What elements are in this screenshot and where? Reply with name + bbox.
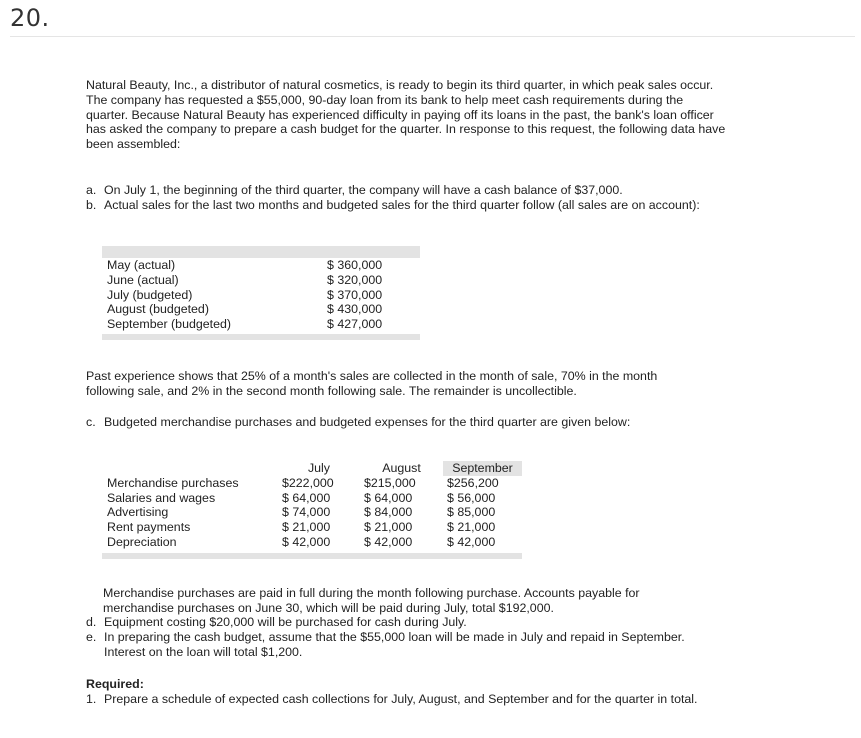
required-item-1 <box>86 692 726 707</box>
item-a-label: a. <box>86 183 97 197</box>
items-a-b <box>86 183 706 213</box>
august-value: $ 42,000 <box>364 534 413 549</box>
sales-amount: $ 320,000 <box>327 272 383 287</box>
required-item-1-text: Prepare a schedule of expected cash collections for July, August, and September and for the quarter in total. <box>104 692 698 706</box>
item-c-label: c. <box>86 415 96 429</box>
sales-month: September (budgeted) <box>107 317 231 332</box>
table-row <box>102 317 420 334</box>
table-row <box>102 302 420 317</box>
september-value: $ 56,000 <box>447 490 496 505</box>
july-value: $ 64,000 <box>282 490 331 505</box>
required-items <box>86 692 726 707</box>
september-value: $ 85,000 <box>447 505 496 520</box>
item-b-label: b. <box>86 197 97 212</box>
september-value: $256,200 <box>447 475 499 490</box>
table-row <box>102 288 420 303</box>
table-row <box>102 520 522 535</box>
sales-amount: $ 360,000 <box>327 258 383 272</box>
sales-amount: $ 430,000 <box>327 302 383 317</box>
sales-month: May (actual) <box>107 258 176 272</box>
item-a-text: On July 1, the beginning of the third quarter, the company will have a cash balance of $37,000. <box>104 183 623 197</box>
august-value: $215,000 <box>364 475 416 490</box>
item-e <box>86 630 726 660</box>
header-july: July <box>307 461 331 475</box>
required-heading: Required: <box>86 677 144 691</box>
item-b-text: Actual sales for the last two months and budgeted sales for the third quarter follow (all sales are on account): <box>104 197 700 212</box>
divider <box>10 36 855 37</box>
table-row <box>102 505 522 520</box>
expense-item: Salaries and wages <box>107 490 216 505</box>
table-row <box>102 258 420 273</box>
july-value: $222,000 <box>282 475 334 490</box>
item-e-text: In preparing the cash budget, assume that the $55,000 loan will be made in July and repaid in September. Interest on the loan will total $1,200. <box>104 629 685 659</box>
september-value: $ 42,000 <box>447 534 496 549</box>
august-value: $ 84,000 <box>364 505 413 520</box>
sales-table-header-bar <box>102 246 420 258</box>
expense-item: Advertising <box>107 505 169 520</box>
table-row <box>102 476 522 491</box>
item-b <box>86 198 706 213</box>
expense-table <box>102 461 522 559</box>
table-row <box>102 535 522 553</box>
table-row <box>102 491 522 506</box>
august-value: $ 64,000 <box>364 490 413 505</box>
sales-amount: $ 427,000 <box>327 317 383 332</box>
required-item-1-label: 1. <box>86 692 97 706</box>
table-row <box>102 273 420 288</box>
item-e-label: e. <box>86 629 97 644</box>
sales-month: August (budgeted) <box>107 302 209 317</box>
items-d-e <box>86 615 726 659</box>
item-a <box>86 183 706 198</box>
sales-amount: $ 370,000 <box>327 287 383 302</box>
header-august: August <box>382 461 421 475</box>
intro-paragraph: Natural Beauty, Inc., a distributor of natural cosmetics, is ready to begin its third quarter, in which peak sales occur. The company has requested a $55,000, 90-day loan from its bank to help meet cash requirements during the quarter. Because Natural Beauty has experienced difficulty in paying off its loans in the past, the bank's loan officer has asked the company to prepare a cash budget for the quarter. In response to this request, the following data have been assembled: <box>86 78 726 152</box>
item-d <box>86 615 726 630</box>
expense-item: Merchandise purchases <box>107 475 239 490</box>
payables-paragraph: Merchandise purchases are paid in full during the month following purchase. Accounts payable for merchandise purchases on June 30, which will be paid during July, total $192,000. <box>103 586 640 615</box>
july-value: $ 21,000 <box>282 520 331 535</box>
july-value: $ 42,000 <box>282 534 331 549</box>
sales-table <box>102 246 420 340</box>
item-c-text: Budgeted merchandise purchases and budgeted expenses for the third quarter are given below: <box>104 415 631 429</box>
july-value: $ 74,000 <box>282 505 331 520</box>
collections-paragraph: Past experience shows that 25% of a month's sales are collected in the month of sale, 70% in the month following sale, and 2% in the second month following sale. The remainder is uncollectible. <box>86 369 658 398</box>
item-d-label: d. <box>86 615 97 629</box>
header-september: September <box>443 461 522 476</box>
expense-table-header <box>102 461 522 476</box>
item-c <box>86 415 726 430</box>
sales-month: July (budgeted) <box>107 287 193 302</box>
sales-month: June (actual) <box>107 272 179 287</box>
question-number: 20. <box>10 4 50 32</box>
expense-item: Rent payments <box>107 520 191 535</box>
september-value: $ 21,000 <box>447 520 496 535</box>
item-d-text: Equipment costing $20,000 will be purchased for cash during July. <box>104 615 467 629</box>
august-value: $ 21,000 <box>364 520 413 535</box>
expense-item: Depreciation <box>107 534 177 549</box>
